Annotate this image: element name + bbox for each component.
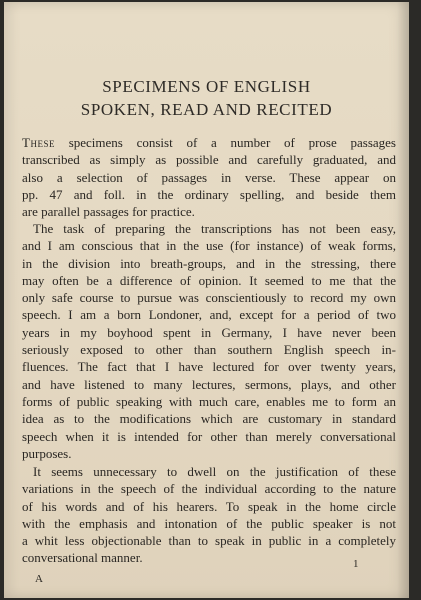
text-line: variations in the speech of the individual according to the nature xyxy=(22,481,396,497)
text-line: These specimens consist of a number of prose passages xyxy=(22,135,396,150)
book-page xyxy=(4,2,409,598)
text-line: speech. I am a born Londoner, and, except for a period of two xyxy=(22,307,396,323)
text-line: forms of public speaking with much care, enables me to form an xyxy=(22,393,396,409)
text-line: and I am conscious that in the use (for instance) of weak forms, xyxy=(22,238,396,254)
page-number: 1 xyxy=(353,558,359,570)
text-line: in the division into breath-groups, and in the stressing, there xyxy=(22,255,396,271)
text-line: of his words and of his hearers. To speak in the home circle xyxy=(22,498,396,514)
text-line: transcribed as simply as possible and carefully graduated, and xyxy=(22,152,396,168)
text-line: fluences. The fact that I have lectured for over twenty years, xyxy=(22,359,396,375)
paragraph-3 xyxy=(22,463,396,567)
text-line: purposes. xyxy=(22,445,72,461)
text-line: It seems unnecessary to dwell on the justification of these xyxy=(33,464,396,479)
heading-line-2: SPOKEN, READ AND RECITED xyxy=(80,100,333,119)
text-line: years in my boyhood spent in Germany, I have never been xyxy=(22,324,396,340)
text-line: also a selection of passages in verse. These appear on xyxy=(22,169,396,185)
text-line: may often be a difference of opinion. It seemed to me that the xyxy=(22,272,396,288)
paragraph-2 xyxy=(22,220,396,462)
text-line: idea as to the modifications which are customary in standard xyxy=(22,411,396,427)
text-line: conversational manner. xyxy=(22,550,143,566)
text-line: only safe course to pursue was conscientiously to record my own xyxy=(22,290,396,306)
text-line: a whit less objectionable than to speak in public in a completely xyxy=(22,533,396,549)
heading-line-1: SPECIMENS OF ENGLISH xyxy=(102,77,311,96)
text-line: The task of preparing the transcriptions has not been easy, xyxy=(33,221,396,236)
text-line: are parallel passages for practice. xyxy=(22,204,195,220)
text-line: with the emphasis and intonation of the public speaker is not xyxy=(22,515,396,531)
text-line: seriously exposed to other than southern English speech in- xyxy=(22,342,396,358)
paragraph-1 xyxy=(22,134,396,220)
text-line: and have listened to many lectures, sermons, plays, and other xyxy=(22,376,396,392)
signature-mark: A xyxy=(35,573,43,585)
paragraph-lead-word: These xyxy=(22,135,55,150)
text-line: speech when it is intended for other than merely conversational xyxy=(22,428,396,444)
text-line: pp. 47 and foll. in the ordinary spelling, and beside them xyxy=(22,186,396,202)
